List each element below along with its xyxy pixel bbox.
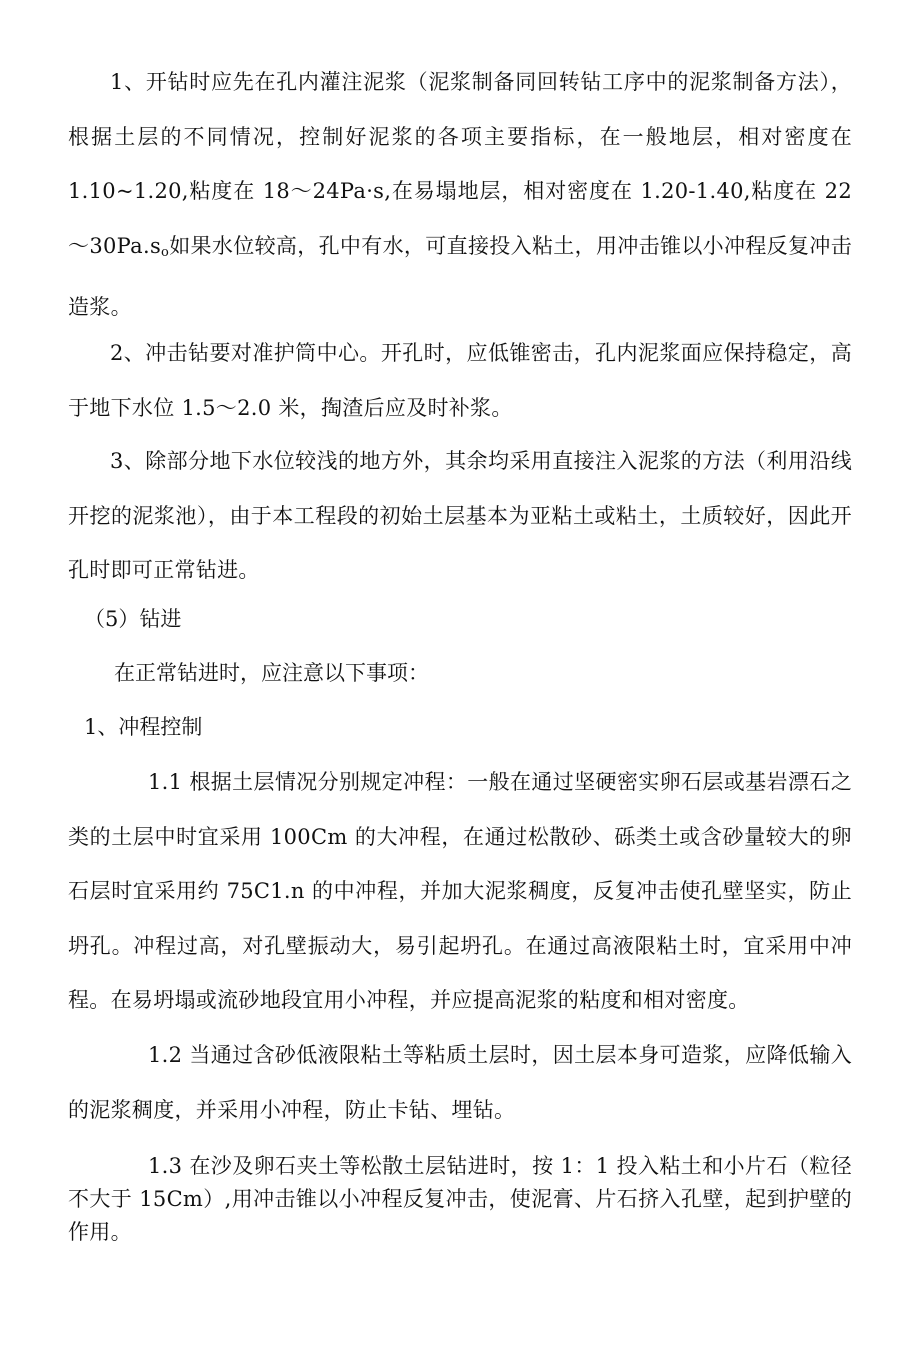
- intro-line: 在正常钻进时，应注意以下事项：: [114, 661, 429, 685]
- subsection-heading-1: 1、冲程控制: [84, 715, 203, 739]
- paragraph-1-subscript: o: [161, 244, 170, 260]
- paragraph-1-tail: 如果水位较高，孔中有水，可直接投入粘土，用冲击锥以小冲程反复冲击造浆。: [68, 233, 852, 319]
- paragraph-1-3: 1.3 在沙及卵石夹土等松散土层钻进时，按 1：1 投入粘土和小片石（粒径不大于 15Cm）,用冲击锥以小冲程反复冲击，使泥膏、片石挤入孔壁，起到护壁的作用。: [68, 1154, 852, 1244]
- paragraph-2: 2、冲击钻要对准护筒中心。开孔时，应低锥密击，孔内泥浆面应保持稳定，高于地下水位 1.5～2.0 米，掏渣后应及时补浆。: [68, 341, 852, 420]
- paragraph-1-1: 1.1 根据土层情况分别规定冲程：一般在通过坚硬密实卵石层或基岩漂石之类的土层中时宜采用 100Cm 的大冲程，在通过松散砂、砾类土或含砂量较大的卵石层时宜采用约 75C1.n 的中冲程，并加大泥浆稠度，反复冲击使孔壁坚实，防止坍孔。冲程过高，对孔壁振动大，易引起坍孔。在通过高液限粘土时，宜采用中冲程。在易坍塌或流砂地段宜用小冲程，并应提高泥浆的粘度和相对密度。: [68, 770, 852, 1012]
- paragraph-1-2: 1.2 当通过含砂低液限粘土等粘质土层时，因土层本身可造浆，应降低输入的泥浆稠度，并采用小冲程，防止卡钻、埋钻。: [68, 1043, 852, 1122]
- paragraph-1-text: 1、开钻时应先在孔内灌注泥浆（泥浆制备同回转钻工序中的泥浆制备方法），根据土层的不同情况，控制好泥浆的各项主要指标，在一般地层，相对密度在 1.10~1.20,粘度在 18～24Pa·s,在易塌地层，相对密度在 1.20-1.40,粘度在 22～30Pa.s: [68, 70, 852, 258]
- section-heading-5: （5）钻进: [84, 607, 182, 631]
- paragraph-1: [68, 55, 852, 335]
- paragraph-3: 3、除部分地下水位较浅的地方外，其余均采用直接注入泥浆的方法（利用沿线开挖的泥浆池），由于本工程段的初始土层基本为亚粘土或粘土，土质较好，因此开孔时即可正常钻进。: [68, 449, 852, 582]
